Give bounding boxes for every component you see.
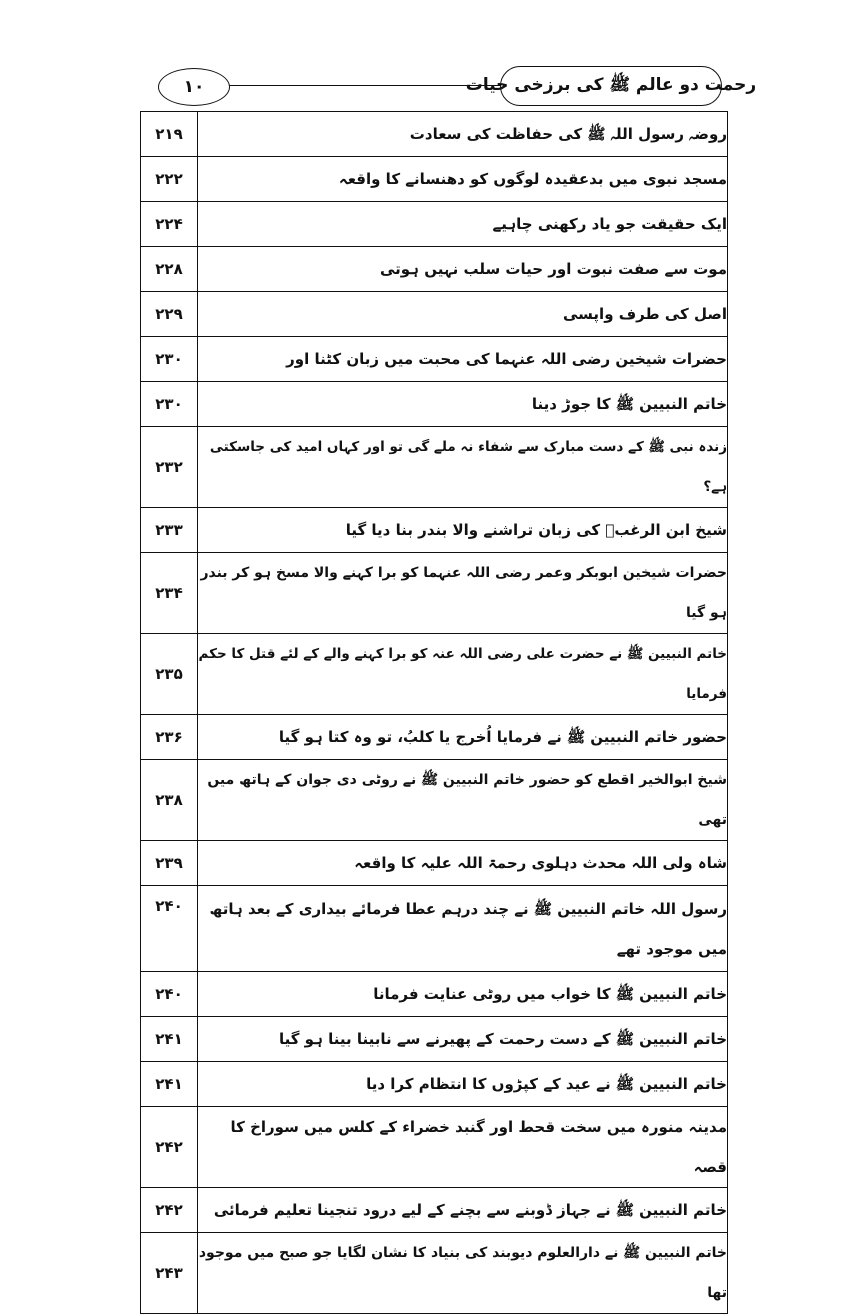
toc-row — [141, 337, 728, 382]
toc-row — [141, 1188, 728, 1233]
toc-page-number: ۲۳۰ — [141, 382, 198, 427]
toc-row — [141, 1107, 728, 1188]
toc-row — [141, 841, 728, 886]
toc-page-number: ۲۴۰ — [141, 972, 198, 1017]
toc-title: خاتم النبیین ﷺ نے جہاز ڈوبنے سے بچنے کے لیے درود تنجینا تعلیم فرمائی — [198, 1188, 728, 1233]
toc-page-number: ۲۳۹ — [141, 841, 198, 886]
toc-title: حضرات شیخین ابوبکر وعمر رضی اللہ عنہما کو برا کہنے والا مسخ ہو کر بندر ہو گیا — [198, 553, 728, 634]
toc-title: زندہ نبی ﷺ کے دست مبارک سے شفاء نہ ملے گی تو اور کہاں امید کی جاسکتی ہے؟ — [198, 427, 728, 508]
toc-page-number: ۲۲۸ — [141, 247, 198, 292]
toc-title: خاتم النبیین ﷺ کا خواب میں روٹی عنایت فرمانا — [198, 972, 728, 1017]
toc-title: خاتم النبیین ﷺ نے دارالعلوم دیوبند کی بنیاد کا نشان لگایا جو صبح میں موجود تھا — [198, 1233, 728, 1314]
toc-page-number: ۲۳۳ — [141, 508, 198, 553]
toc-row — [141, 202, 728, 247]
toc-row — [141, 553, 728, 634]
toc-title: ایک حقیقت جو یاد رکھنی چاہیے — [198, 202, 728, 247]
table-of-contents — [140, 111, 728, 1314]
toc-row — [141, 715, 728, 760]
page-number: ۱۰ — [158, 68, 230, 106]
toc-page-number: ۲۲۴ — [141, 202, 198, 247]
toc-title: موت سے صفت نبوت اور حیات سلب نہیں ہوتی — [198, 247, 728, 292]
toc-row — [141, 760, 728, 841]
toc-row — [141, 247, 728, 292]
toc-row — [141, 634, 728, 715]
toc-row — [141, 1233, 728, 1314]
toc-title: خاتم النبیین ﷺ نے عید کے کپڑوں کا انتظام کرا دیا — [198, 1062, 728, 1107]
toc-title: شیخ ابوالخیر اقطع کو حضور خاتم النبیین ﷺ نے روٹی دی جوان کے ہاتھ میں تھی — [198, 760, 728, 841]
toc-title: خاتم النبیین ﷺ کا جوڑ دینا — [198, 382, 728, 427]
toc-page-number: ۲۴۲ — [141, 1188, 198, 1233]
toc-page-number: ۲۳۴ — [141, 553, 198, 634]
toc-title: خاتم النبیین ﷺ نے حضرت علی رضی اللہ عنہ کو برا کہنے والے کے لئے قتل کا حکم فرمایا — [198, 634, 728, 715]
toc-row — [141, 427, 728, 508]
toc-page-number: ۲۳۵ — [141, 634, 198, 715]
toc-row — [141, 112, 728, 157]
toc-page-number: ۲۴۱ — [141, 1017, 198, 1062]
toc-page-number: ۲۴۲ — [141, 1107, 198, 1188]
toc-title: اصل کی طرف واپسی — [198, 292, 728, 337]
toc-page-number: ۲۳۸ — [141, 760, 198, 841]
toc-page-number: ۲۳۶ — [141, 715, 198, 760]
toc-row — [141, 157, 728, 202]
toc-page-number: ۲۲۹ — [141, 292, 198, 337]
toc-title: حضرات شیخین رضی اللہ عنہما کی محبت میں زبان کٹنا اور — [198, 337, 728, 382]
toc-row — [141, 1017, 728, 1062]
toc-title: خاتم النبیین ﷺ کے دست رحمت کے پھیرنے سے نابینا بینا ہو گیا — [198, 1017, 728, 1062]
toc-page-number: ۲۴۰ — [141, 886, 198, 972]
toc-page-number: ۲۲۲ — [141, 157, 198, 202]
toc-row — [141, 508, 728, 553]
toc-page-number: ۲۱۹ — [141, 112, 198, 157]
toc-row — [141, 886, 728, 972]
toc-title: شیخ ابن الرغبؒ کی زبان تراشنے والا بندر بنا دیا گیا — [198, 508, 728, 553]
toc-page-number: ۲۳۰ — [141, 337, 198, 382]
toc-title: روضہ رسول اللہ ﷺ کی حفاظت کی سعادت — [198, 112, 728, 157]
toc-row — [141, 382, 728, 427]
toc-row — [141, 1062, 728, 1107]
toc-title: رسول اللہ خاتم النبیین ﷺ نے چند درہم عطا فرمائے بیداری کے بعد ہاتھ میں موجود تھے — [198, 886, 728, 972]
toc-page-number: ۲۴۳ — [141, 1233, 198, 1314]
book-title: رحمت دو عالم ﷺ کی برزخی حیات — [500, 66, 722, 106]
toc-row — [141, 972, 728, 1017]
toc-page-number: ۲۴۱ — [141, 1062, 198, 1107]
toc-title: شاہ ولی اللہ محدث دہلوی رحمۃ اللہ علیہ کا واقعہ — [198, 841, 728, 886]
toc-page-number: ۲۳۲ — [141, 427, 198, 508]
toc-row — [141, 292, 728, 337]
toc-title: مدینہ منورہ میں سخت قحط اور گنبد خضراء کے کلس میں سوراخ کا قصہ — [198, 1107, 728, 1188]
toc-title: مسجد نبوی میں بدعقیدہ لوگوں کو دھنسانے کا واقعہ — [198, 157, 728, 202]
toc-title: حضور خاتم النبیین ﷺ نے فرمایا اُخرج یا کلبُ، تو وہ کتا ہو گیا — [198, 715, 728, 760]
